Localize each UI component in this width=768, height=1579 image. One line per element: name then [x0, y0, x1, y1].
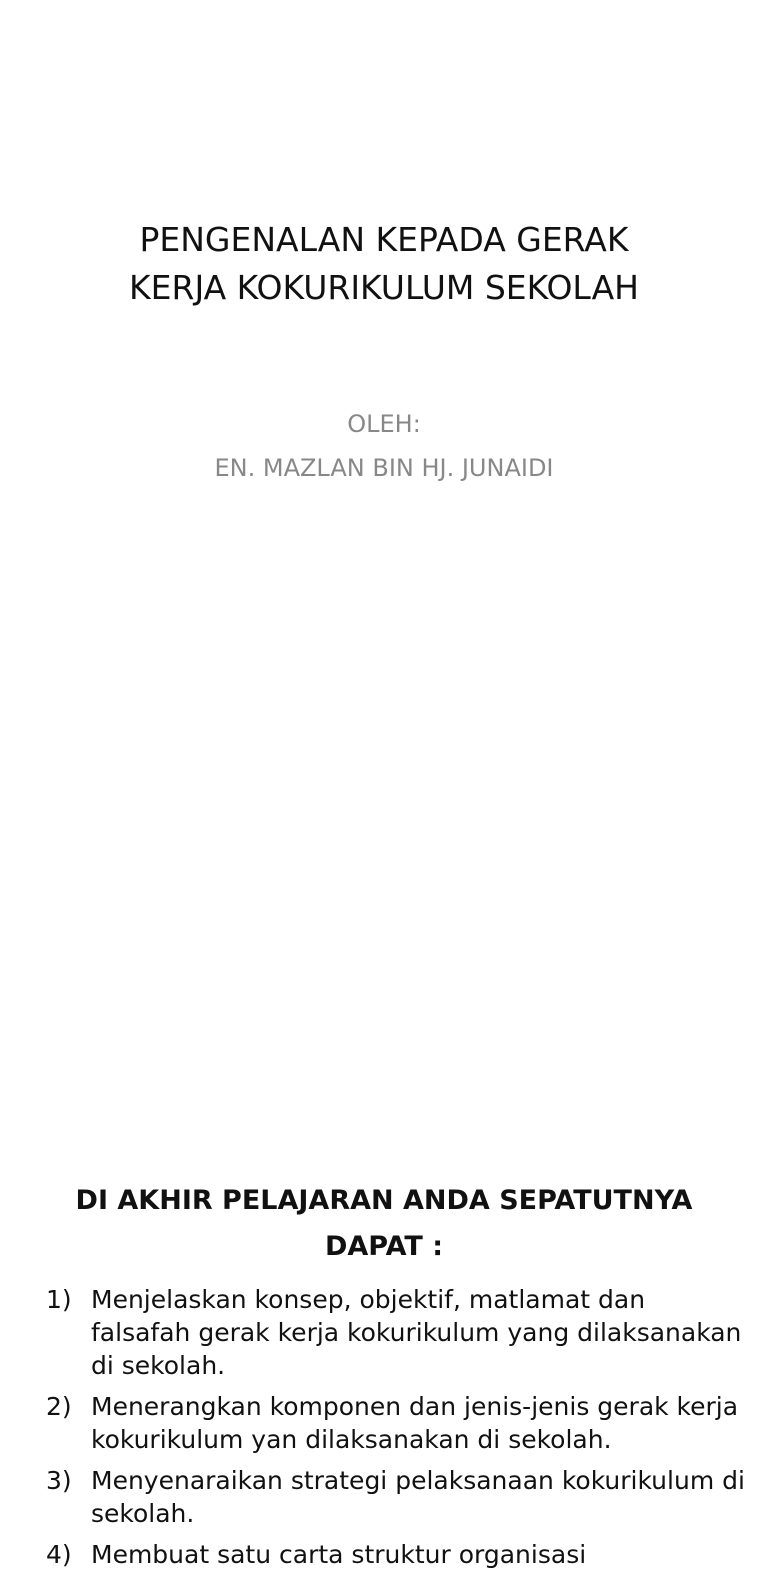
list-item	[46, 1390, 746, 1456]
title-slide	[0, 0, 768, 576]
slide-title-line-1: PENGENALAN KEPADA GERAK	[139, 220, 629, 260]
list-item	[46, 1464, 746, 1530]
slide-title-line-2: KERJA KOKURIKULUM SEKOLAH	[129, 268, 639, 308]
objectives-heading	[0, 1178, 768, 1270]
list-item	[46, 1283, 746, 1382]
list-item-number: 4)	[46, 1540, 72, 1569]
objectives-slide	[0, 576, 768, 1569]
list-item-number: 2)	[46, 1392, 72, 1421]
list-item-number: 3)	[46, 1466, 72, 1495]
author-name: EN. MAZLAN BIN HJ. JUNAIDI	[214, 454, 554, 482]
list-item-text: Membuat satu carta struktur organisasi	[91, 1540, 587, 1569]
list-item-number: 1)	[46, 1285, 72, 1314]
slide-subtitle	[0, 402, 768, 490]
slide-title	[0, 216, 768, 312]
list-item-text: Menjelaskan konsep, objektif, matlamat dan falsafah gerak kerja kokurikulum yang dilaksanakan di sekolah.	[91, 1285, 742, 1380]
list-item	[46, 1538, 746, 1571]
objectives-heading-line-1: DI AKHIR PELAJARAN ANDA SEPATUTNYA	[75, 1185, 693, 1216]
author-label: OLEH:	[347, 410, 421, 438]
objectives-list	[46, 1283, 746, 1579]
list-item-text: Menyenaraikan strategi pelaksanaan kokurikulum di sekolah.	[91, 1466, 745, 1528]
list-item-text: Menerangkan komponen dan jenis-jenis gerak kerja kokurikulum yan dilaksanakan di sekolah.	[91, 1392, 739, 1454]
objectives-heading-line-2: DAPAT :	[324, 1231, 444, 1262]
